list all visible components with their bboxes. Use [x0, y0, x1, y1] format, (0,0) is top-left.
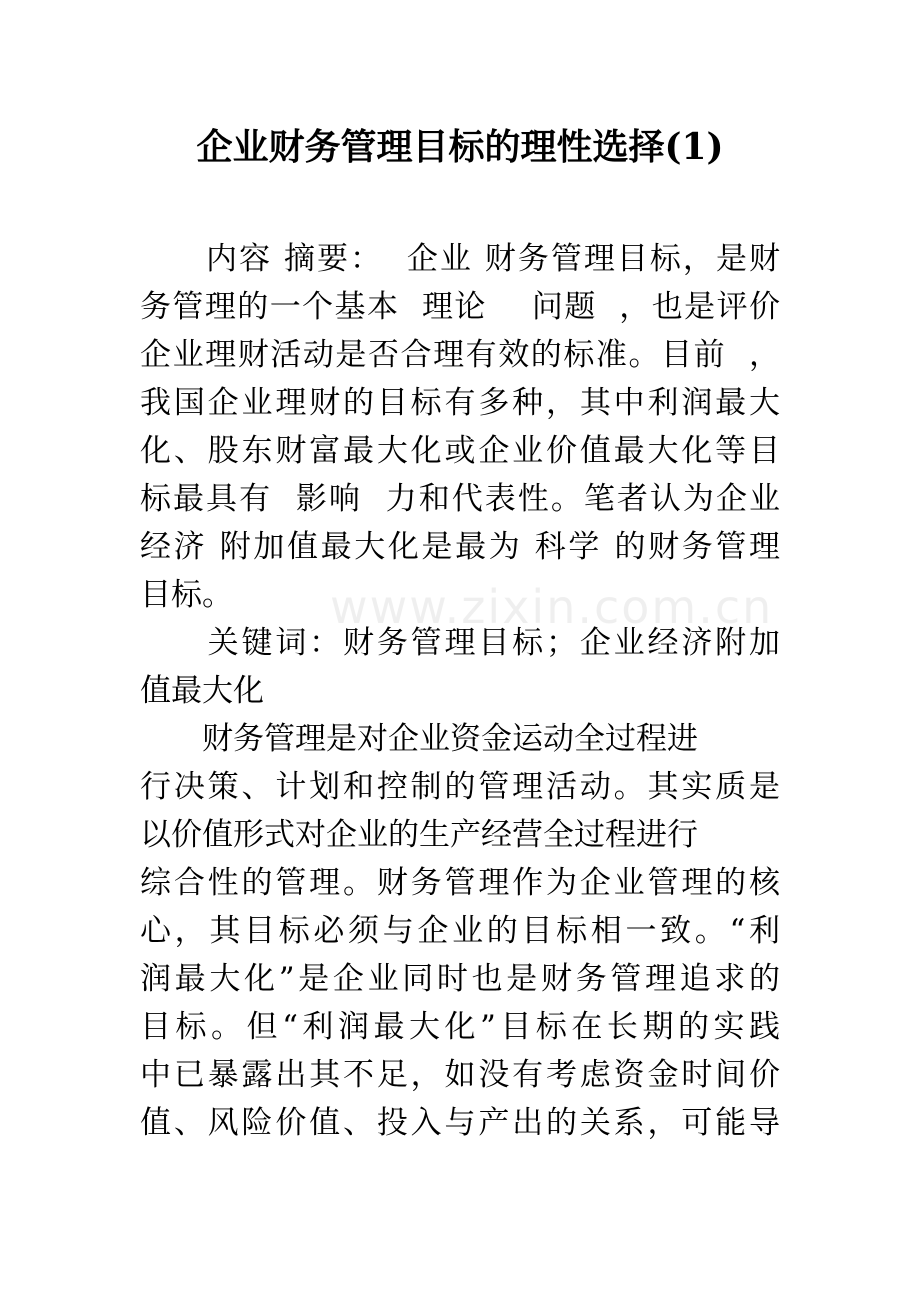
text-line: 务管理的一个基本 理论 问题 ，也是评价	[140, 289, 780, 325]
text-line: 化、股东财富最大化或企业价值最大化等目	[140, 433, 780, 469]
document-title: 企业财务管理目标的理性选择(1)	[196, 126, 724, 168]
text-line: 综合性的管理。财务管理作为企业管理的核	[140, 865, 780, 901]
text-line: 以价值形式对企业的生产经营全过程进行	[140, 817, 698, 853]
text-line: 润最大化”是企业同时也是财务管理追求的	[140, 961, 780, 997]
text-line: 目标。但“利润最大化”目标在长期的实践	[140, 1009, 780, 1045]
watermark: www.zixin.com.cn	[330, 580, 774, 634]
text-line: 中已暴露出其不足，如没有考虑资金时间价	[140, 1057, 780, 1093]
text-line: 财务管理是对企业资金运动全过程进	[140, 721, 698, 757]
text-line: 目标。	[140, 577, 233, 613]
text-line: 心，其目标必须与企业的目标相一致。“利	[140, 913, 780, 949]
text-line: 经济 附加值最大化是最为 科学 的财务管理	[140, 529, 780, 565]
text-line: 值、风险价值、投入与产出的关系，可能导	[140, 1105, 780, 1141]
text-line: 行决策、计划和控制的管理活动。其实质是	[140, 769, 780, 805]
text-line: 值最大化	[140, 673, 264, 709]
text-line: 标最具有 影响 力和代表性。笔者认为企业	[140, 481, 780, 517]
document-body	[140, 235, 780, 1147]
text-line: 关键词：财务管理目标；企业经济附加	[140, 625, 780, 661]
text-line: 企业理财活动是否合理有效的标准。目前 ，	[140, 337, 780, 373]
text-line: 我国企业理财的目标有多种，其中利润最大	[140, 385, 780, 421]
text-line: 内容 摘要： 企业 财务管理目标，是财	[140, 241, 780, 277]
